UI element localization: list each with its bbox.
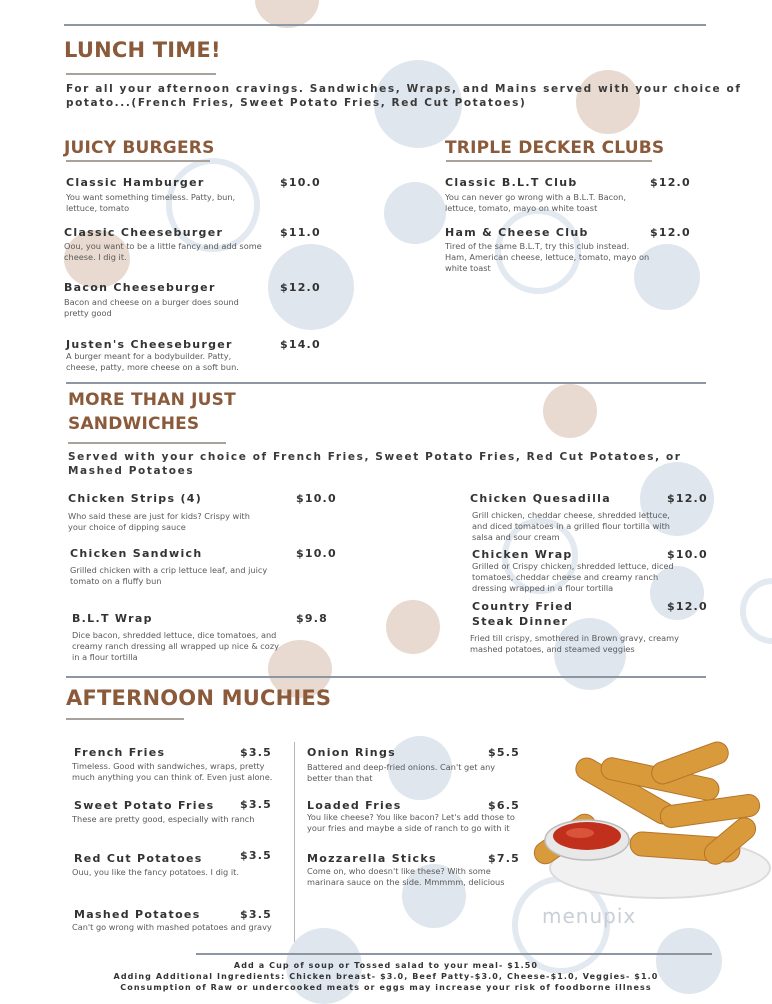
menu-item-name: Chicken Strips (4) — [68, 492, 203, 505]
menu-item-name: Mozzarella Sticks — [307, 852, 437, 865]
watermark: menupix — [542, 904, 637, 928]
menu-item-price: $3.5 — [240, 849, 272, 862]
footer-note: Add a Cup of soup or Tossed salad to your meal- $1.50 — [233, 961, 539, 970]
mozzarella-sticks-illustration — [510, 740, 772, 910]
decor-circle — [576, 70, 640, 134]
menu-item-desc: You can never go wrong with a B.L.T. Bacon, lettuce, tomato, mayo on white toast — [445, 192, 626, 213]
menu-item-desc: Grilled or Crispy chicken, shredded lettuce, diced tomatoes, cheddar cheese and creamy ranch dressing wrapped in a flour tortilla — [472, 561, 674, 593]
menu-item-desc: Come on, who doesn't like these? With some marinara sauce on the side. Mmmmm, delicious — [307, 866, 505, 887]
menu-item-name: Chicken Sandwich — [70, 547, 203, 560]
menu-item-name: Mashed Potatoes — [74, 908, 201, 921]
section-title-sandwiches: SANDWICHES — [68, 414, 200, 434]
menu-item-price: $12.0 — [667, 492, 708, 505]
menu-item-name: Sweet Potato Fries — [74, 799, 215, 812]
section-rule — [66, 676, 706, 678]
menu-item-desc: Oou, you want to be a little fancy and add some cheese. I dig it. — [64, 241, 262, 262]
section-title-burgers: JUICY BURGERS — [64, 138, 215, 158]
menu-item-desc: Grilled chicken with a crip lettuce leaf, and juicy tomato on a fluffy bun — [70, 565, 268, 586]
section-underline — [66, 160, 210, 162]
menu-item-price: $7.5 — [488, 852, 520, 865]
menu-item-desc: Can't go wrong with mashed potatoes and gravy — [72, 922, 272, 932]
menu-item-price: $12.0 — [280, 281, 321, 294]
menu-item-price: $6.5 — [488, 799, 520, 812]
decor-ring — [740, 578, 772, 644]
section-title-sandwiches: MORE THAN JUST — [68, 390, 236, 410]
menu-item-name: Steak Dinner — [472, 615, 569, 628]
column-divider — [294, 742, 295, 942]
menu-item-desc: Timeless. Good with sandwiches, wraps, pretty much anything you can think of. Even just alone. — [72, 761, 273, 782]
menu-item-name: Justen's Cheeseburger — [66, 338, 233, 351]
menu-item-desc: Dice bacon, shredded lettuce, dice tomatoes, and creamy ranch dressing all wrapped up nice & cozy in a flour tortilla — [72, 630, 279, 662]
menu-item-desc: A burger meant for a bodybuilder. Patty, cheese, patty, more cheese on a soft bun. — [66, 351, 239, 372]
decor-circle — [543, 384, 597, 438]
menu-item-price: $3.5 — [240, 798, 272, 811]
menu-item-desc: Tired of the same B.L.T, try this club instead. Ham, American cheese, lettuce, tomato, mayo on white toast — [445, 241, 650, 273]
section-rule — [66, 382, 706, 384]
section-underline — [446, 160, 652, 162]
menu-item-price: $11.0 — [280, 226, 321, 239]
menu-item-price: $12.0 — [650, 226, 691, 239]
menu-item-price: $12.0 — [667, 600, 708, 613]
menu-item-name: Ham & Cheese Club — [445, 226, 589, 239]
menu-item-desc: You want something timeless. Patty, bun, lettuce, tomato — [66, 192, 236, 213]
section-subtitle: Mashed Potatoes — [68, 465, 195, 477]
menu-item-desc: Grill chicken, cheddar cheese, shredded lettuce, and diced tomatoes in a grilled flour tortilla with salsa and sour cream — [472, 510, 670, 542]
section-underline — [68, 442, 226, 444]
menu-item-price: $9.8 — [296, 612, 328, 625]
section-underline — [66, 718, 184, 720]
menu-item-name: Classic Cheeseburger — [64, 226, 224, 239]
menu-item-price: $3.5 — [240, 746, 272, 759]
menu-item-desc: Battered and deep-fried onions. Can't get any better than that — [307, 762, 496, 783]
menu-item-price: $12.0 — [650, 176, 691, 189]
page-title: LUNCH TIME! — [64, 38, 221, 62]
footer-note: Adding Additional Ingredients: Chicken breast- $3.0, Beef Patty-$3.0, Cheese-$1.0, Veggies- $1.0 — [113, 972, 659, 981]
menu-item-name: Classic B.L.T Club — [445, 176, 578, 189]
menu-item-name: Classic Hamburger — [66, 176, 205, 189]
menu-item-desc: Fried till crispy, smothered in Brown gravy, creamy mashed potatoes, and steamed veggies — [470, 633, 679, 654]
menu-item-price: $10.0 — [296, 492, 337, 505]
footer-rule — [196, 953, 712, 955]
menu-item-price: $10.0 — [667, 548, 708, 561]
menu-item-name: Chicken Quesadilla — [470, 492, 611, 505]
intro-line: potato...(French Fries, Sweet Potato Fries, Red Cut Potatoes) — [66, 97, 527, 109]
menu-item-name: Country Fried — [472, 600, 574, 613]
menu-item-price: $10.0 — [296, 547, 337, 560]
title-underline — [66, 73, 216, 75]
menu-item-name: Red Cut Potatoes — [74, 852, 203, 865]
menu-item-name: Chicken Wrap — [472, 548, 573, 561]
intro-line: For all your afternoon cravings. Sandwiches, Wraps, and Mains served with your choice of — [66, 83, 742, 95]
menu-item-desc: Ouu, you like the fancy potatoes. I dig it. — [72, 867, 239, 877]
menu-item-price: $10.0 — [280, 176, 321, 189]
menu-item-desc: These are pretty good, especially with ranch — [72, 814, 255, 824]
menu-item-name: Onion Rings — [307, 746, 396, 759]
menu-item-name: B.L.T Wrap — [72, 612, 153, 625]
menu-item-desc: You like cheese? You like bacon? Let's add those to your fries and maybe a side of ranch to go with it — [307, 812, 515, 833]
section-subtitle: Served with your choice of French Fries, Sweet Potato Fries, Red Cut Potatoes, or — [68, 451, 682, 463]
menu-item-name: Loaded Fries — [307, 799, 402, 812]
menu-item-desc: Bacon and cheese on a burger does sound pretty good — [64, 297, 239, 318]
menu-item-price: $14.0 — [280, 338, 321, 351]
decor-circle — [384, 182, 446, 244]
top-rule — [64, 24, 706, 26]
menu-item-price: $5.5 — [488, 746, 520, 759]
footer-note: Consumption of Raw or undercooked meats or eggs may increase your risk of foodborne illness — [120, 983, 652, 992]
menu-item-price: $3.5 — [240, 908, 272, 921]
menu-item-name: Bacon Cheeseburger — [64, 281, 216, 294]
menu-item-name: French Fries — [74, 746, 166, 759]
menu-item-desc: Who said these are just for kids? Crispy with your choice of dipping sauce — [68, 511, 250, 532]
section-title-clubs: TRIPLE DECKER CLUBS — [445, 138, 665, 158]
decor-circle — [386, 600, 440, 654]
section-title-munchies: AFTERNOON MUCHIES — [66, 686, 332, 710]
